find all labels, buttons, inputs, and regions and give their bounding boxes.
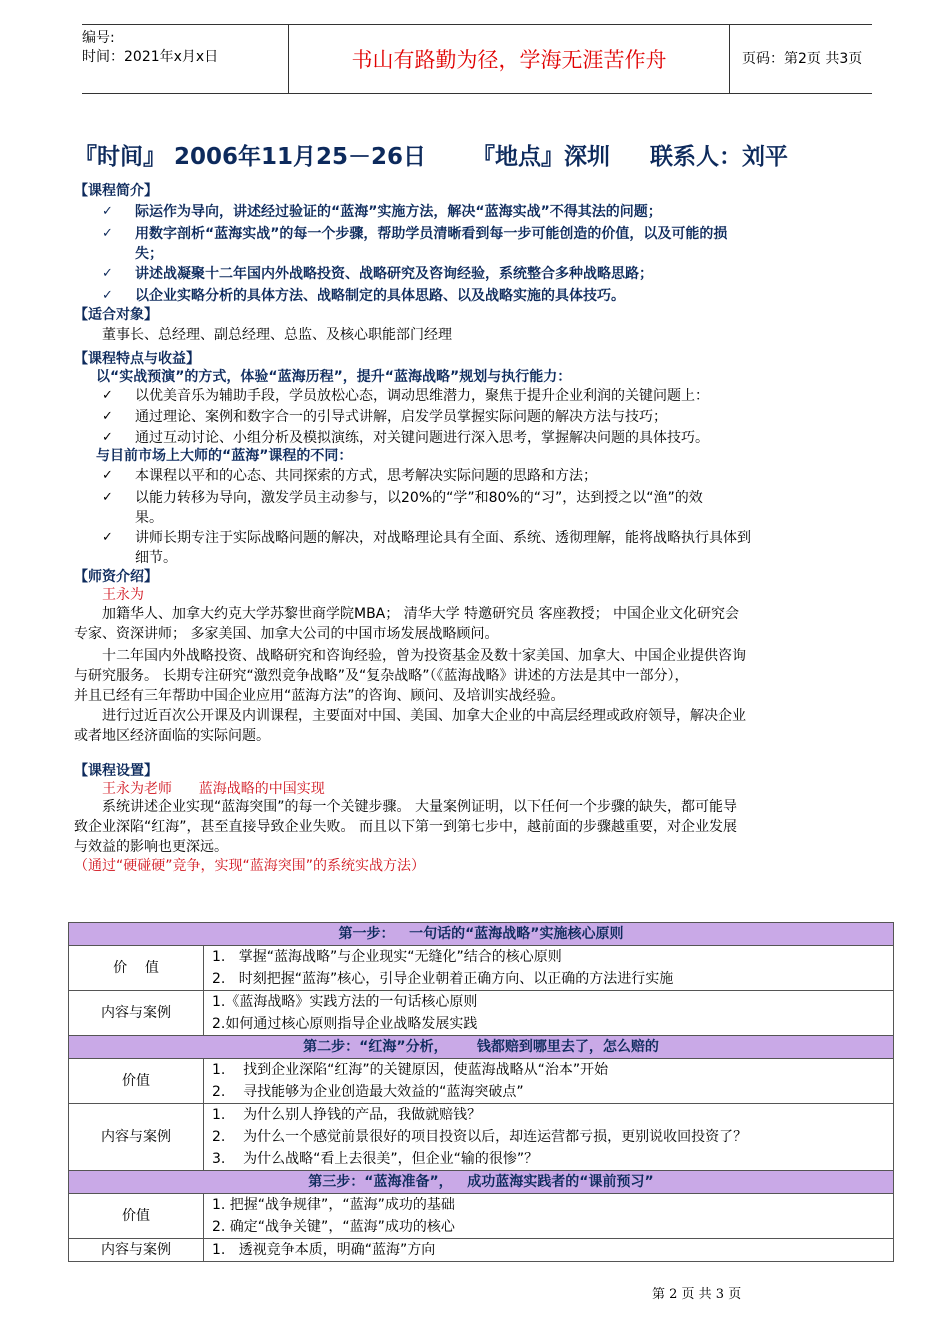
number-label: 编号:: [82, 30, 115, 46]
feature-item: 通过理论、案例和数字合一的引导式讲解，启发学员掌握实际问题的解决方法与技巧；: [135, 409, 667, 425]
steps-table: [68, 922, 894, 1262]
event-title: [74, 138, 874, 171]
value-item: 2. 时刻把握“蓝海”核心，引导企业朝着正确方向、以正确的方法进行实施: [204, 968, 894, 991]
value-item: 1. 掌握“蓝海战略”与企业现实“无缝化”结合的核心原则: [204, 946, 894, 969]
case-label: 内容与案例: [69, 991, 204, 1036]
header-motto: 书山有路勤为径，学海无涯苦作舟: [288, 25, 730, 93]
intro-item: 以企业实略分析的具体方法、战略制定的具体思路、以及战略实施的具体技巧。: [135, 288, 625, 304]
setup-line: 与效益的影响也更深远。: [74, 839, 228, 855]
event-contact: 联系人：刘平: [650, 144, 789, 170]
feature-item: 细节。: [135, 550, 177, 566]
setup-teacher-line: 王永为老师 蓝海战略的中国实现: [102, 781, 325, 797]
audience-heading: 【适合对象】: [74, 307, 158, 323]
setup-note: （通过“硬碰硬”竞争，实现“蓝海突围”的系统实战方法）: [74, 858, 426, 874]
case-item: 2.如何通过核心原则指导企业战略发展实践: [204, 1013, 894, 1036]
teacher-name: 王永为: [102, 587, 144, 603]
features-sub1: 以“实战预演”的方式，体验“蓝海历程”，提升“蓝海战略”规划与执行能力：: [96, 369, 572, 385]
setup-line: 致企业深陷“红海”，甚至直接导致企业失败。 而且以下第一到第七步中，越前面的步骤越重要，对企业发展: [74, 819, 737, 835]
check-icon: ✓: [102, 226, 113, 241]
check-icon: ✓: [102, 468, 113, 483]
check-icon: ✓: [102, 409, 113, 424]
value-label: 价值: [69, 1194, 204, 1239]
intro-item: 用数字剖析“蓝海实战”的每一个步骤，帮助学员清晰看到每一步可能创造的价值，以及可能的损: [135, 226, 728, 242]
setup-heading: 【课程设置】: [74, 763, 158, 779]
header-left: [82, 25, 288, 97]
teacher-bio-line: 专家、资深讲师； 多家美国、加拿大公司的中国市场发展战略顾问。: [74, 626, 499, 642]
check-icon: ✓: [102, 490, 113, 505]
intro-list: [0, 202, 950, 302]
value-label: 价值: [69, 1059, 204, 1104]
teacher-bio-line: 进行过近百次公开课及内训课程，主要面对中国、美国、加拿大企业的中高层经理或政府领导，解决企业: [102, 708, 746, 724]
case-item: 3. 为什么战略“看上去很美”，但企业“输的很惨”？: [204, 1148, 894, 1171]
features-sub2: 与目前市场上大师的“蓝海”课程的不同：: [96, 448, 353, 464]
teacher-bio-line: 加籍华人、加拿大约克大学苏黎世商学院MBA； 清华大学 特邀研究员 客座教授； 中国企业文化研究会: [102, 606, 740, 622]
feature-item: 果。: [135, 510, 163, 526]
table-row: [69, 1194, 894, 1217]
value-item: 1. 找到企业深陷“红海”的关键原因，使蓝海战略从“治本”开始: [204, 1059, 894, 1082]
teacher-bio-line: 十二年国内外战略投资、战略研究和咨询经验，曾为投资基金及数十家美国、加拿大、中国企业提供咨询: [102, 648, 746, 664]
case-item: 1.《蓝海战略》实践方法的一句话核心原则: [204, 991, 894, 1014]
check-icon: ✓: [102, 388, 113, 403]
setup-line: 系统讲述企业实现“蓝海突围”的每一个关键步骤。 大量案例证明，以下任何一个步骤的缺失，都可能导: [102, 799, 737, 815]
teacher-heading: 【师资介绍】: [74, 569, 158, 585]
feature-item: 以能力转移为导向，激发学员主动参与，以20%的“学”和80%的“习”，达到授之以“渔”的效: [135, 490, 703, 506]
feature-item: 以优美音乐为辅助手段，学员放松心态，调动思维潜力，聚焦于提升企业利润的关键问题上：: [135, 388, 709, 404]
check-icon: ✓: [102, 266, 113, 281]
check-icon: ✓: [102, 288, 113, 303]
teacher-bio-line: 与研究服务。 长期专注研究“激烈竞争战略”及“复杂战略”（《蓝海战略》讲述的方法是其中一部分），: [74, 668, 689, 684]
teacher-bio-line: 或者地区经济面临的实际问题。: [74, 728, 270, 744]
table-row: [69, 1036, 894, 1059]
case-item: 1. 为什么别人挣钱的产品，我做就赔钱？: [204, 1104, 894, 1127]
intro-heading: 【课程简介】: [74, 183, 158, 199]
intro-item: 讲述战凝聚十二年国内外战略投资、战略研究及咨询经验，系统整合多种战略思路；: [135, 266, 653, 282]
event-place: 『地点』深圳: [472, 144, 611, 170]
time-label: 时间：2021年x月x日: [82, 49, 219, 65]
check-icon: ✓: [102, 530, 113, 545]
table-row: [69, 991, 894, 1014]
features-heading: 【课程特点与收益】: [74, 351, 200, 367]
page-footer: 第 2 页 共 3 页: [652, 1287, 742, 1302]
header-page-label: 页码：第2页 共3页: [742, 51, 863, 67]
intro-item: 失；: [135, 246, 163, 262]
table-row: [69, 1104, 894, 1127]
step-title: 第一步： 一句话的“蓝海战略”实施核心原则: [69, 923, 894, 946]
value-item: 2. 寻找能够为企业创造最大效益的“蓝海突破点”: [204, 1081, 894, 1104]
value-item: 2. 确定“战争关键”，“蓝海”成功的核心: [204, 1216, 894, 1239]
teacher-bio-line: 并且已经有三年帮助中国企业应用“蓝海方法”的咨询、顾问、及培训实战经验。: [74, 688, 565, 704]
feature-item: 本课程以平和的心态、共同探索的方式，思考解决实际问题的思路和方法；: [135, 468, 597, 484]
feature-item: 讲师长期专注于实际战略问题的解决，对战略理论具有全面、系统、透彻理解，能将战略执行具体到: [135, 530, 751, 546]
case-item: 1. 透视竞争本质，明确“蓝海”方向: [204, 1239, 894, 1262]
check-icon: ✓: [102, 204, 113, 219]
feature-item: 通过互动讨论、小组分析及模拟演练，对关键问题进行深入思考，掌握解决问题的具体技巧。: [135, 430, 709, 446]
value-item: 1. 把握“战争规律”，“蓝海”成功的基础: [204, 1194, 894, 1217]
table-row: [69, 923, 894, 946]
intro-item: 际运作为导向，讲述经过验证的“蓝海”实施方法，解决“蓝海实战”不得其法的问题；: [135, 204, 662, 220]
setup-text: [0, 797, 950, 861]
case-label: 内容与案例: [69, 1104, 204, 1171]
step-title: 第三步：“蓝海准备”， 成功蓝海实践者的“课前预习”: [69, 1171, 894, 1194]
page-header: [82, 24, 872, 94]
value-label: 价 值: [69, 946, 204, 991]
table-row: [69, 1239, 894, 1262]
audience-text: 董事长、总经理、副总经理、总监、及核心职能部门经理: [102, 327, 452, 343]
features-list1: [0, 386, 950, 450]
case-label: 内容与案例: [69, 1239, 204, 1262]
table-row: [69, 1059, 894, 1082]
event-time: 『时间』 2006年11月25－26日: [74, 144, 427, 170]
case-item: 2. 为什么一个感觉前景很好的项目投资以后，却连运营都亏损，更别说收回投资了？: [204, 1126, 894, 1148]
check-icon: ✓: [102, 430, 113, 445]
step-title: 第二步：“红海”分析， 钱都赔到哪里去了，怎么赔的: [69, 1036, 894, 1059]
teacher-bio: [0, 604, 950, 744]
table-row: [69, 1171, 894, 1194]
table-row: [69, 946, 894, 969]
